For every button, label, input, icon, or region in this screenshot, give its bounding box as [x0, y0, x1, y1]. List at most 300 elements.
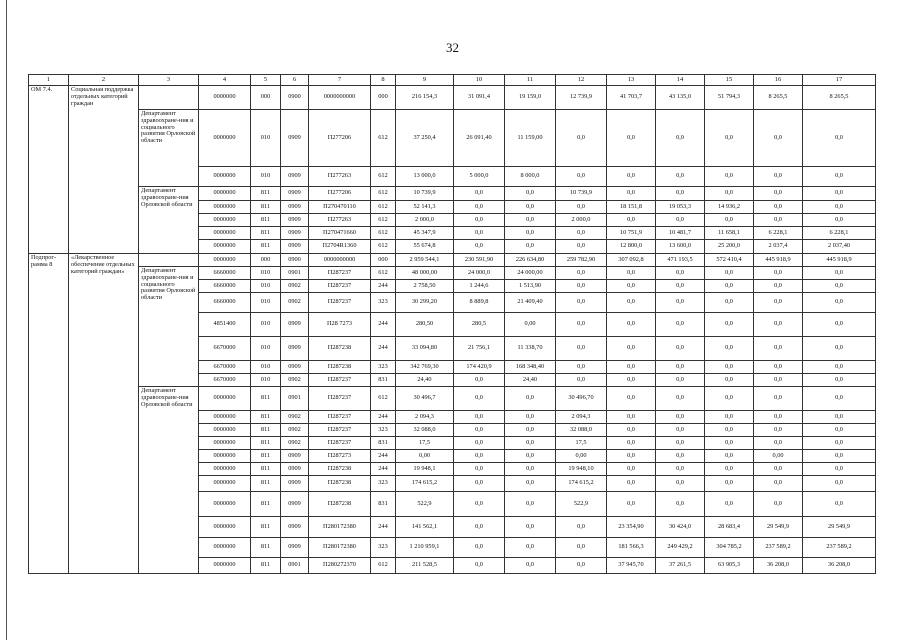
cell-y2022: 0,0 — [754, 492, 803, 517]
cell-y2021: 0,0 — [705, 437, 754, 450]
cell-y2023: 0,0 — [803, 450, 876, 463]
cell-y2020: 0,0 — [656, 437, 705, 450]
cell-y2017: 8 000,0 — [505, 167, 556, 187]
cell-kcsr-prev: 0000000 — [199, 240, 251, 254]
cell-kcsr: П280172380 — [309, 538, 371, 558]
cell-vr: 000 — [371, 254, 396, 267]
cell-y2018: 17,5 — [556, 437, 607, 450]
cell-kcsr-prev: 6670000 — [199, 337, 251, 361]
cell-grbs: 811 — [251, 437, 281, 450]
cell-y2018: 0,0 — [556, 267, 607, 280]
cell-y2017: 0,0 — [505, 517, 556, 538]
cell-y2020: 0,0 — [656, 387, 705, 411]
cell-vr: 612 — [371, 267, 396, 280]
cell-total: 32 088,0 — [396, 424, 454, 437]
column-number-cell: 16 — [754, 75, 803, 86]
cell-rzpr: 0909 — [281, 214, 309, 227]
cell-y2023: 6 228,1 — [803, 227, 876, 240]
cell-y2019: 12 800,0 — [607, 240, 656, 254]
cell-vr: 323 — [371, 361, 396, 374]
cell-y2018: 259 782,90 — [556, 254, 607, 267]
cell-kcsr-prev: 6670000 — [199, 374, 251, 387]
cell-y2018: 0,0 — [556, 227, 607, 240]
cell-total: 30 496,7 — [396, 387, 454, 411]
cell-kcsr: П277206 — [309, 110, 371, 167]
cell-y2019: 41 703,7 — [607, 86, 656, 110]
cell-y2022: 0,0 — [754, 313, 803, 337]
cell-kcsr: П287238 — [309, 463, 371, 476]
cell-y2022: 0,0 — [754, 374, 803, 387]
cell-y2018: 12 739,9 — [556, 86, 607, 110]
cell-total: 0,00 — [396, 450, 454, 463]
cell-y2021: 304 785,2 — [705, 538, 754, 558]
cell-kcsr-prev: 0000000 — [199, 254, 251, 267]
cell-vr: 000 — [371, 86, 396, 110]
cell-rzpr: 0909 — [281, 476, 309, 492]
cell-y2019: 0,0 — [607, 361, 656, 374]
cell-y2021: 0,0 — [705, 374, 754, 387]
cell-kcsr-prev: 0000000 — [199, 227, 251, 240]
table-row — [29, 387, 876, 411]
cell-y2020: 10 481,7 — [656, 227, 705, 240]
cell-y2018: 2 000,0 — [556, 214, 607, 227]
cell-total: 2 758,50 — [396, 280, 454, 293]
cell-kcsr-prev: 0000000 — [199, 167, 251, 187]
cell-vr: 612 — [371, 558, 396, 574]
cell-total: 52 141,3 — [396, 201, 454, 214]
cell-total: 48 000,00 — [396, 267, 454, 280]
cell-vr: 323 — [371, 424, 396, 437]
cell-y2016: 0,0 — [454, 538, 505, 558]
cell-y2021: 0,0 — [705, 167, 754, 187]
cell-kcsr: П270471660 — [309, 227, 371, 240]
cell-y2018: 0,0 — [556, 361, 607, 374]
column-number-cell: 2 — [69, 75, 139, 86]
cell-rzpr: 0901 — [281, 267, 309, 280]
cell-y2018: 0,0 — [556, 517, 607, 538]
cell-y2021: 28 683,4 — [705, 517, 754, 538]
cell-vr: 831 — [371, 374, 396, 387]
cell-y2021: 0,0 — [705, 293, 754, 313]
cell-y2021: 0,0 — [705, 267, 754, 280]
cell-y2023: 237 589,2 — [803, 538, 876, 558]
cell-kcsr-prev: 0000000 — [199, 86, 251, 110]
cell-y2020: 13 600,0 — [656, 240, 705, 254]
cell-y2016: 1 244,6 — [454, 280, 505, 293]
cell-y2021: 51 794,3 — [705, 86, 754, 110]
cell-total: 174 615,2 — [396, 476, 454, 492]
cell-vr: 323 — [371, 538, 396, 558]
cell-vr: 612 — [371, 240, 396, 254]
column-number-cell: 1 — [29, 75, 69, 86]
cell-kcsr-prev: 0000000 — [199, 463, 251, 476]
cell-y2023: 0,0 — [803, 424, 876, 437]
column-number-cell: 3 — [139, 75, 199, 86]
cell-kcsr: П287237 — [309, 424, 371, 437]
cell-total: 33 094,80 — [396, 337, 454, 361]
cell-grbs: 010 — [251, 293, 281, 313]
cell-y2021: 14 936,2 — [705, 201, 754, 214]
cell-kcsr-prev: 0000000 — [199, 476, 251, 492]
cell-y2018: 174 615,2 — [556, 476, 607, 492]
cell-y2019: 0,0 — [607, 214, 656, 227]
cell-y2016: 0,0 — [454, 517, 505, 538]
cell-rzpr: 0902 — [281, 411, 309, 424]
cell-kcsr: П287238 — [309, 337, 371, 361]
cell-kcsr-prev: 0000000 — [199, 214, 251, 227]
cell-total: 24,40 — [396, 374, 454, 387]
column-number-cell: 5 — [251, 75, 281, 86]
cell-kcsr: П280172380 — [309, 517, 371, 538]
cell-grbs: 010 — [251, 337, 281, 361]
cell-grbs: 010 — [251, 167, 281, 187]
cell-y2016: 280,5 — [454, 313, 505, 337]
cell-y2023: 0,0 — [803, 463, 876, 476]
cell-rzpr: 0909 — [281, 463, 309, 476]
cell-y2018: 0,0 — [556, 110, 607, 167]
cell-y2023: 0,0 — [803, 411, 876, 424]
cell-total: 211 528,5 — [396, 558, 454, 574]
cell-total: 13 000,0 — [396, 167, 454, 187]
cell-vr: 323 — [371, 293, 396, 313]
column-number-cell: 6 — [281, 75, 309, 86]
cell-y2023: 0,0 — [803, 214, 876, 227]
cell-y2022: 0,0 — [754, 201, 803, 214]
cell-vr: 244 — [371, 517, 396, 538]
cell-kcsr: П287237 — [309, 411, 371, 424]
cell-y2022: 0,0 — [754, 387, 803, 411]
cell-y2020: 19 053,3 — [656, 201, 705, 214]
cell-grbs: 811 — [251, 201, 281, 214]
cell-kcsr-prev: 6670000 — [199, 361, 251, 374]
page-left-rule — [6, 0, 7, 640]
cell-y2021: 11 658,1 — [705, 227, 754, 240]
cell-y2019: 0,0 — [607, 492, 656, 517]
cell-grbs: 010 — [251, 280, 281, 293]
column-number-cell: 4 — [199, 75, 251, 86]
cell-rzpr: 0902 — [281, 280, 309, 293]
cell-y2022: 445 918,9 — [754, 254, 803, 267]
cell-grbs: 811 — [251, 558, 281, 574]
cell-grbs: 010 — [251, 361, 281, 374]
cell-kcsr: П287238 — [309, 492, 371, 517]
cell-y2023: 0,0 — [803, 280, 876, 293]
cell-y2016: 0,0 — [454, 450, 505, 463]
department-name: Департамент здравоохране-ния и социального развития Орловской области — [139, 110, 199, 187]
cell-kcsr: П287273 — [309, 450, 371, 463]
cell-y2018: 0,0 — [556, 337, 607, 361]
cell-y2020: 37 261,5 — [656, 558, 705, 574]
cell-kcsr-prev: 0000000 — [199, 387, 251, 411]
department-name: Департамент здравоохране-ния Орловской области — [139, 387, 199, 574]
cell-kcsr-prev: 0000000 — [199, 187, 251, 201]
cell-y2017: 0,0 — [505, 214, 556, 227]
cell-y2017: 0,0 — [505, 538, 556, 558]
cell-rzpr: 0902 — [281, 374, 309, 387]
cell-kcsr: П287237 — [309, 293, 371, 313]
cell-y2018: 0,0 — [556, 558, 607, 574]
cell-y2022: 0,0 — [754, 293, 803, 313]
cell-y2019: 0,0 — [607, 187, 656, 201]
cell-total: 19 948,1 — [396, 463, 454, 476]
cell-y2018: 0,0 — [556, 201, 607, 214]
cell-y2020: 0,0 — [656, 492, 705, 517]
cell-y2016: 0,0 — [454, 411, 505, 424]
cell-rzpr: 0901 — [281, 387, 309, 411]
cell-rzpr: 0909 — [281, 313, 309, 337]
cell-vr: 612 — [371, 110, 396, 167]
cell-y2016: 0,0 — [454, 437, 505, 450]
cell-vr: 244 — [371, 337, 396, 361]
cell-y2023: 0,0 — [803, 361, 876, 374]
cell-grbs: 000 — [251, 254, 281, 267]
cell-y2019: 23 354,90 — [607, 517, 656, 538]
cell-kcsr: П277263 — [309, 214, 371, 227]
cell-rzpr: 0909 — [281, 361, 309, 374]
cell-kcsr: П277206 — [309, 187, 371, 201]
cell-y2022: 0,0 — [754, 424, 803, 437]
cell-y2023: 0,0 — [803, 167, 876, 187]
cell-y2021: 0,0 — [705, 476, 754, 492]
cell-grbs: 811 — [251, 387, 281, 411]
page-number: 32 — [446, 40, 459, 55]
cell-total: 342 769,30 — [396, 361, 454, 374]
table-row — [29, 254, 876, 267]
column-number-cell: 10 — [454, 75, 505, 86]
cell-y2016: 0,0 — [454, 240, 505, 254]
cell-grbs: 010 — [251, 110, 281, 167]
cell-kcsr-prev: 6660000 — [199, 293, 251, 313]
cell-kcsr: П287237 — [309, 374, 371, 387]
cell-kcsr: П277263 — [309, 167, 371, 187]
cell-rzpr: 0909 — [281, 187, 309, 201]
cell-y2023: 0,0 — [803, 437, 876, 450]
cell-rzpr: 0901 — [281, 558, 309, 574]
cell-y2018: 30 496,70 — [556, 387, 607, 411]
column-number-cell: 15 — [705, 75, 754, 86]
cell-y2018: 0,0 — [556, 538, 607, 558]
cell-y2020: 0,0 — [656, 214, 705, 227]
cell-y2017: 1 513,90 — [505, 280, 556, 293]
section-code: ОМ 7.4. — [29, 86, 69, 254]
cell-y2016: 0,0 — [454, 187, 505, 201]
cell-vr: 244 — [371, 450, 396, 463]
cell-y2017: 0,0 — [505, 476, 556, 492]
cell-y2019: 37 945,70 — [607, 558, 656, 574]
cell-y2019: 18 151,8 — [607, 201, 656, 214]
cell-y2018: 32 088,0 — [556, 424, 607, 437]
cell-y2017: 0,0 — [505, 201, 556, 214]
cell-y2023: 445 918,9 — [803, 254, 876, 267]
cell-grbs: 811 — [251, 214, 281, 227]
cell-rzpr: 0909 — [281, 492, 309, 517]
cell-y2020: 0,0 — [656, 361, 705, 374]
cell-y2018: 0,0 — [556, 374, 607, 387]
cell-vr: 831 — [371, 492, 396, 517]
cell-y2017: 0,0 — [505, 187, 556, 201]
cell-rzpr: 0909 — [281, 167, 309, 187]
cell-y2019: 0,0 — [607, 476, 656, 492]
cell-y2021: 572 410,4 — [705, 254, 754, 267]
cell-y2022: 0,0 — [754, 411, 803, 424]
cell-grbs: 000 — [251, 86, 281, 110]
cell-y2016: 0,0 — [454, 227, 505, 240]
cell-y2023: 0,0 — [803, 313, 876, 337]
cell-vr: 244 — [371, 313, 396, 337]
cell-y2023: 0,0 — [803, 110, 876, 167]
cell-y2023: 29 549,9 — [803, 517, 876, 538]
cell-kcsr: П287237 — [309, 387, 371, 411]
cell-total: 522,9 — [396, 492, 454, 517]
cell-y2021: 0,0 — [705, 463, 754, 476]
cell-grbs: 811 — [251, 517, 281, 538]
section-title: «Лекарственное обеспечение отдельных категорий граждан» — [69, 254, 139, 574]
cell-y2022: 0,0 — [754, 214, 803, 227]
cell-y2020: 43 135,0 — [656, 86, 705, 110]
cell-total: 10 739,9 — [396, 187, 454, 201]
cell-grbs: 811 — [251, 240, 281, 254]
cell-y2023: 2 037,40 — [803, 240, 876, 254]
cell-rzpr: 0909 — [281, 517, 309, 538]
cell-y2021: 0,0 — [705, 337, 754, 361]
cell-y2017: 0,0 — [505, 463, 556, 476]
cell-y2018: 0,0 — [556, 167, 607, 187]
cell-y2019: 0,0 — [607, 463, 656, 476]
cell-rzpr: 0902 — [281, 293, 309, 313]
cell-y2017: 0,0 — [505, 437, 556, 450]
cell-y2022: 0,0 — [754, 463, 803, 476]
cell-y2022: 36 208,0 — [754, 558, 803, 574]
cell-vr: 323 — [371, 476, 396, 492]
column-number-row — [29, 75, 876, 86]
cell-y2023: 0,0 — [803, 187, 876, 201]
cell-vr: 244 — [371, 280, 396, 293]
cell-y2020: 249 429,2 — [656, 538, 705, 558]
cell-y2018: 2 094,3 — [556, 411, 607, 424]
cell-grbs: 010 — [251, 374, 281, 387]
cell-y2021: 25 200,0 — [705, 240, 754, 254]
table-row — [29, 187, 876, 201]
cell-y2019: 0,0 — [607, 374, 656, 387]
cell-y2020: 0,0 — [656, 450, 705, 463]
cell-y2019: 0,0 — [607, 450, 656, 463]
cell-y2022: 0,00 — [754, 450, 803, 463]
cell-y2023: 0,0 — [803, 293, 876, 313]
cell-rzpr: 0909 — [281, 538, 309, 558]
cell-vr: 612 — [371, 187, 396, 201]
cell-grbs: 811 — [251, 411, 281, 424]
cell-y2020: 0,0 — [656, 337, 705, 361]
cell-y2020: 0,0 — [656, 476, 705, 492]
cell-y2021: 0,0 — [705, 187, 754, 201]
cell-total: 2 094,3 — [396, 411, 454, 424]
cell-y2019: 0,0 — [607, 267, 656, 280]
cell-y2020: 0,0 — [656, 167, 705, 187]
cell-kcsr-prev: 0000000 — [199, 201, 251, 214]
cell-y2022: 0,0 — [754, 361, 803, 374]
cell-y2020: 471 193,5 — [656, 254, 705, 267]
cell-grbs: 010 — [251, 267, 281, 280]
cell-kcsr-prev: 6660000 — [199, 267, 251, 280]
cell-y2023: 0,0 — [803, 374, 876, 387]
cell-kcsr: П280272370 — [309, 558, 371, 574]
cell-y2017: 0,0 — [505, 492, 556, 517]
cell-kcsr: 0000000000 — [309, 254, 371, 267]
cell-y2018: 522,9 — [556, 492, 607, 517]
cell-y2017: 21 409,40 — [505, 293, 556, 313]
cell-y2021: 0,0 — [705, 424, 754, 437]
cell-kcsr-prev: 0000000 — [199, 538, 251, 558]
cell-total: 216 154,3 — [396, 86, 454, 110]
cell-y2016: 5 000,0 — [454, 167, 505, 187]
cell-y2017: 0,00 — [505, 313, 556, 337]
cell-y2020: 0,0 — [656, 411, 705, 424]
column-number-cell: 7 — [309, 75, 371, 86]
cell-vr: 612 — [371, 387, 396, 411]
cell-rzpr: 0909 — [281, 227, 309, 240]
cell-kcsr-prev: 0000000 — [199, 558, 251, 574]
cell-y2021: 0,0 — [705, 387, 754, 411]
cell-grbs: 811 — [251, 424, 281, 437]
cell-y2020: 0,0 — [656, 313, 705, 337]
cell-rzpr: 0909 — [281, 201, 309, 214]
cell-grbs: 811 — [251, 476, 281, 492]
cell-vr: 244 — [371, 411, 396, 424]
cell-y2022: 0,0 — [754, 476, 803, 492]
cell-rzpr: 0909 — [281, 450, 309, 463]
cell-y2023: 0,0 — [803, 476, 876, 492]
cell-vr: 612 — [371, 227, 396, 240]
cell-y2019: 10 751,9 — [607, 227, 656, 240]
cell-total: 17,5 — [396, 437, 454, 450]
cell-y2020: 0,0 — [656, 463, 705, 476]
cell-y2020: 0,0 — [656, 293, 705, 313]
cell-y2018: 0,0 — [556, 293, 607, 313]
cell-y2021: 0,0 — [705, 411, 754, 424]
cell-y2017: 19 159,0 — [505, 86, 556, 110]
cell-kcsr: П287238 — [309, 476, 371, 492]
cell-y2017: 0,0 — [505, 227, 556, 240]
cell-y2019: 0,0 — [607, 337, 656, 361]
cell-y2023: 0,0 — [803, 267, 876, 280]
section-code: Подпрог-рамма 8 — [29, 254, 69, 574]
column-number-cell: 11 — [505, 75, 556, 86]
cell-y2022: 6 228,1 — [754, 227, 803, 240]
table-row — [29, 110, 876, 167]
cell-y2021: 0,0 — [705, 110, 754, 167]
cell-y2016: 8 889,8 — [454, 293, 505, 313]
cell-y2018: 0,0 — [556, 240, 607, 254]
budget-table — [28, 74, 876, 574]
cell-y2016: 0,0 — [454, 374, 505, 387]
cell-y2018: 0,0 — [556, 313, 607, 337]
cell-y2023: 0,0 — [803, 201, 876, 214]
cell-kcsr: 0000000000 — [309, 86, 371, 110]
section-title: Социальная поддержка отдельных категорий граждан — [69, 86, 139, 254]
cell-total: 45 347,9 — [396, 227, 454, 240]
cell-y2019: 307 092,8 — [607, 254, 656, 267]
column-number-cell: 14 — [656, 75, 705, 86]
cell-kcsr-prev: 0000000 — [199, 411, 251, 424]
cell-grbs: 811 — [251, 450, 281, 463]
cell-y2016: 31 091,4 — [454, 86, 505, 110]
cell-y2022: 0,0 — [754, 437, 803, 450]
cell-y2017: 24,40 — [505, 374, 556, 387]
cell-y2022: 0,0 — [754, 267, 803, 280]
cell-y2020: 0,0 — [656, 110, 705, 167]
cell-grbs: 010 — [251, 313, 281, 337]
cell-y2020: 0,0 — [656, 267, 705, 280]
